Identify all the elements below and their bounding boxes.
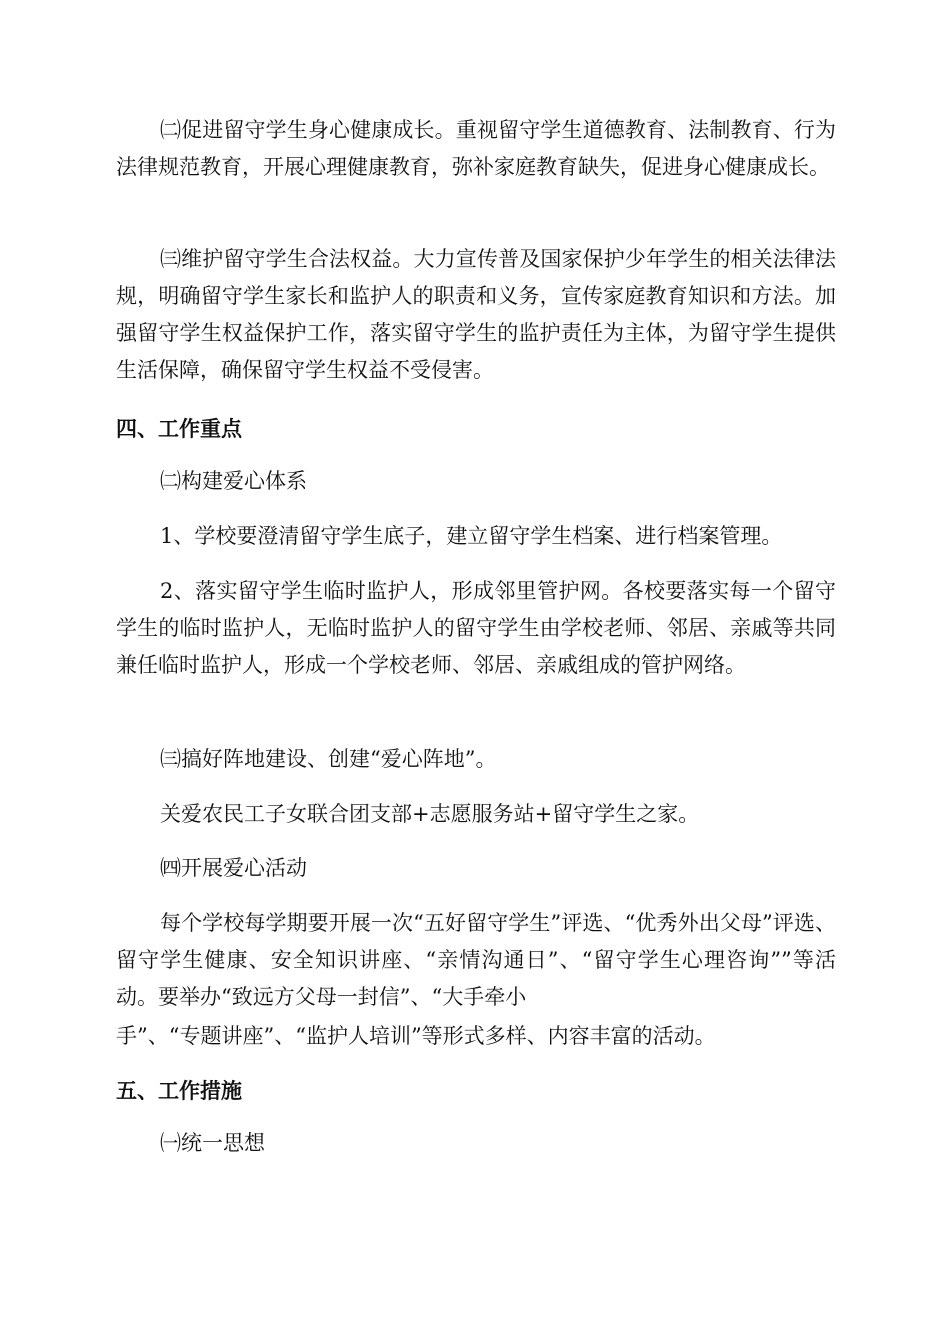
subheading-unify-thinking: ㈠统一思想 [160,1131,265,1155]
subheading-love-system: ㈡构建爱心体系 [160,469,307,493]
paragraph-activities: 每个学校每学期要开展一次“五好留守学生”评选、“优秀外出父母”评选、留守学生健康、安全知识讲座、“亲情沟通日”、“留守学生心理咨询””等活动。要举办“致远方父母一封信”、“大手牵小 [116,911,836,1009]
paragraph-activities-end: 手”、“专题讲座”、“监护人培训”等形式多样、内容丰富的活动。 [116,1024,716,1048]
paragraph-legal-rights: ㈢维护留守学生合法权益。大力宣传普及国家保护少年学生的相关法律法规，明确留守学生家长和监护人的职责和义务，宣传家庭教育知识和方法。加强留守学生权益保护工作，落实留守学生的监护责任为主体，为留守学生提供生活保障，确保留守学生权益不受侵害。 [116,247,836,382]
heading-work-measures: 五、工作措施 [116,1079,242,1103]
subheading-love-activities: ㈣开展爱心活动 [160,856,307,880]
paragraph-union-branch: 关爱农民工子女联合团支部+志愿服务站+留守学生之家。 [160,802,700,826]
paragraph-item-2: 2、落实留守学生临时监护人，形成邻里管护网。各校要落实每一个留守学生的临时监护人，无临时监护人的留守学生由学校老师、邻居、亲戚等共同兼任临时监护人，形成一个学校老师、邻居、亲戚组成的管护网络。 [116,579,836,677]
subheading-position-building: ㈢搞好阵地建设、创建“爱心阵地”。 [160,747,497,771]
heading-work-focus: 四、工作重点 [116,417,242,441]
paragraph-health-growth: ㈡促进留守学生身心健康成长。重视留守学生道德教育、法制教育、行为法律规范教育，开展心理健康教育，弥补家庭教育缺失，促进身心健康成长。 [116,118,836,179]
paragraph-item-1: 1、学校要澄清留守学生底子，建立留守学生档案、进行档案管理。 [160,524,783,548]
